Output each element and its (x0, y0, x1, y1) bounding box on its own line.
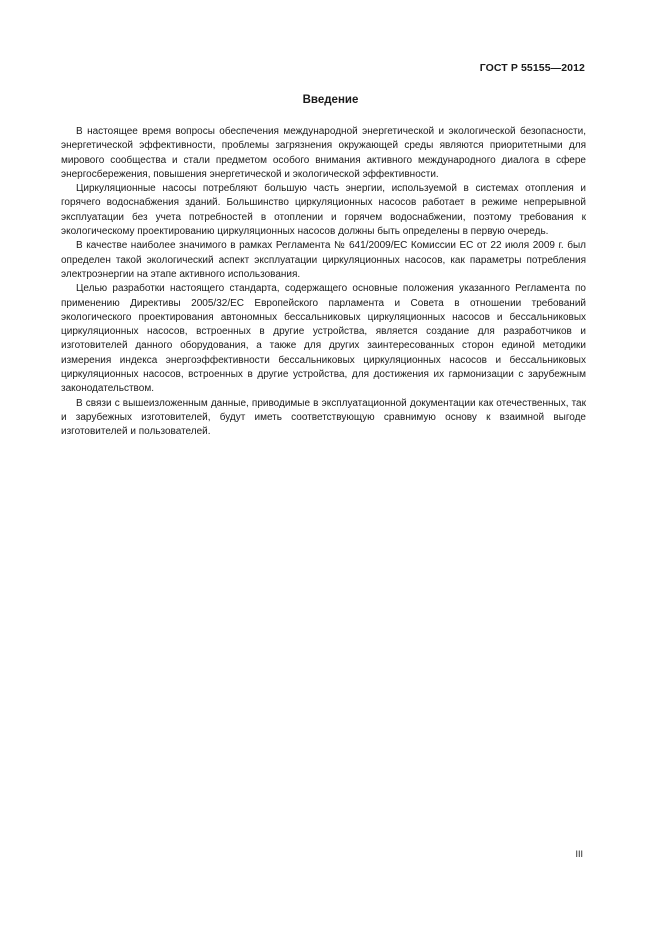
body-text (61, 125, 586, 440)
paragraph: В настоящее время вопросы обеспечения международной энергетической и экологической безопасности, энергетической эффективности, проблемы загрязнения окружающей среды являются приоритетными для мирового сообщества и стали предметом особого внимания активного международного диалога в сфере энергосбережения, повышения энергетической и экологической эффективности. (61, 126, 586, 180)
page-number: III (575, 849, 583, 859)
paragraph: В связи с вышеизложенным данные, приводимые в эксплуатационной документации как отечественных, так и зарубежных изготовителей, будут иметь соответствующую сравнимую основу к взаимной выгоде изготовителей и пользователей. (61, 397, 586, 438)
paragraph: Целью разработки настоящего стандарта, содержащего основные положения указанного Регламента по применению Директивы 2005/32/ЕС Европейского парламента и Совета в отношении требований экологического проектирования автономных бессальниковых циркуляционных насосов и бессальниковых циркуляционных насосов, встроенных в другие устройства, является создание для разработчиков и изготовителей данного оборудования, а также для других заинтересованных сторон единой методики измерения индекса энергоэффективности бессальниковых циркуляционных насосов и бессальниковых циркуляционных насосов, встроенных в другие устройства, для достижения их гармонизации с зарубежным законодательством. (61, 283, 586, 395)
paragraph: Циркуляционные насосы потребляют большую часть энергии, используемой в системах отопления и горячего водоснабжения зданий. Большинство циркуляционных насосов работает в режиме непрерывной эксплуатации без учета потребностей в отоплении и горячем водоснабжении, поэтому требования к экологическому проектированию циркуляционных насосов должны быть определены в первую очередь. (61, 183, 586, 238)
document-code: ГОСТ Р 55155—2012 (479, 62, 585, 74)
section-title: Введение (302, 94, 359, 106)
paragraph: В качестве наиболее значимого в рамках Регламента № 641/2009/ЕС Комиссии ЕС от 22 июля 2009 г. был определен такой экологический аспект эксплуатации циркуляционных насосов, как параметры потребления электроэнергии на этапе активного использования. (61, 240, 586, 280)
